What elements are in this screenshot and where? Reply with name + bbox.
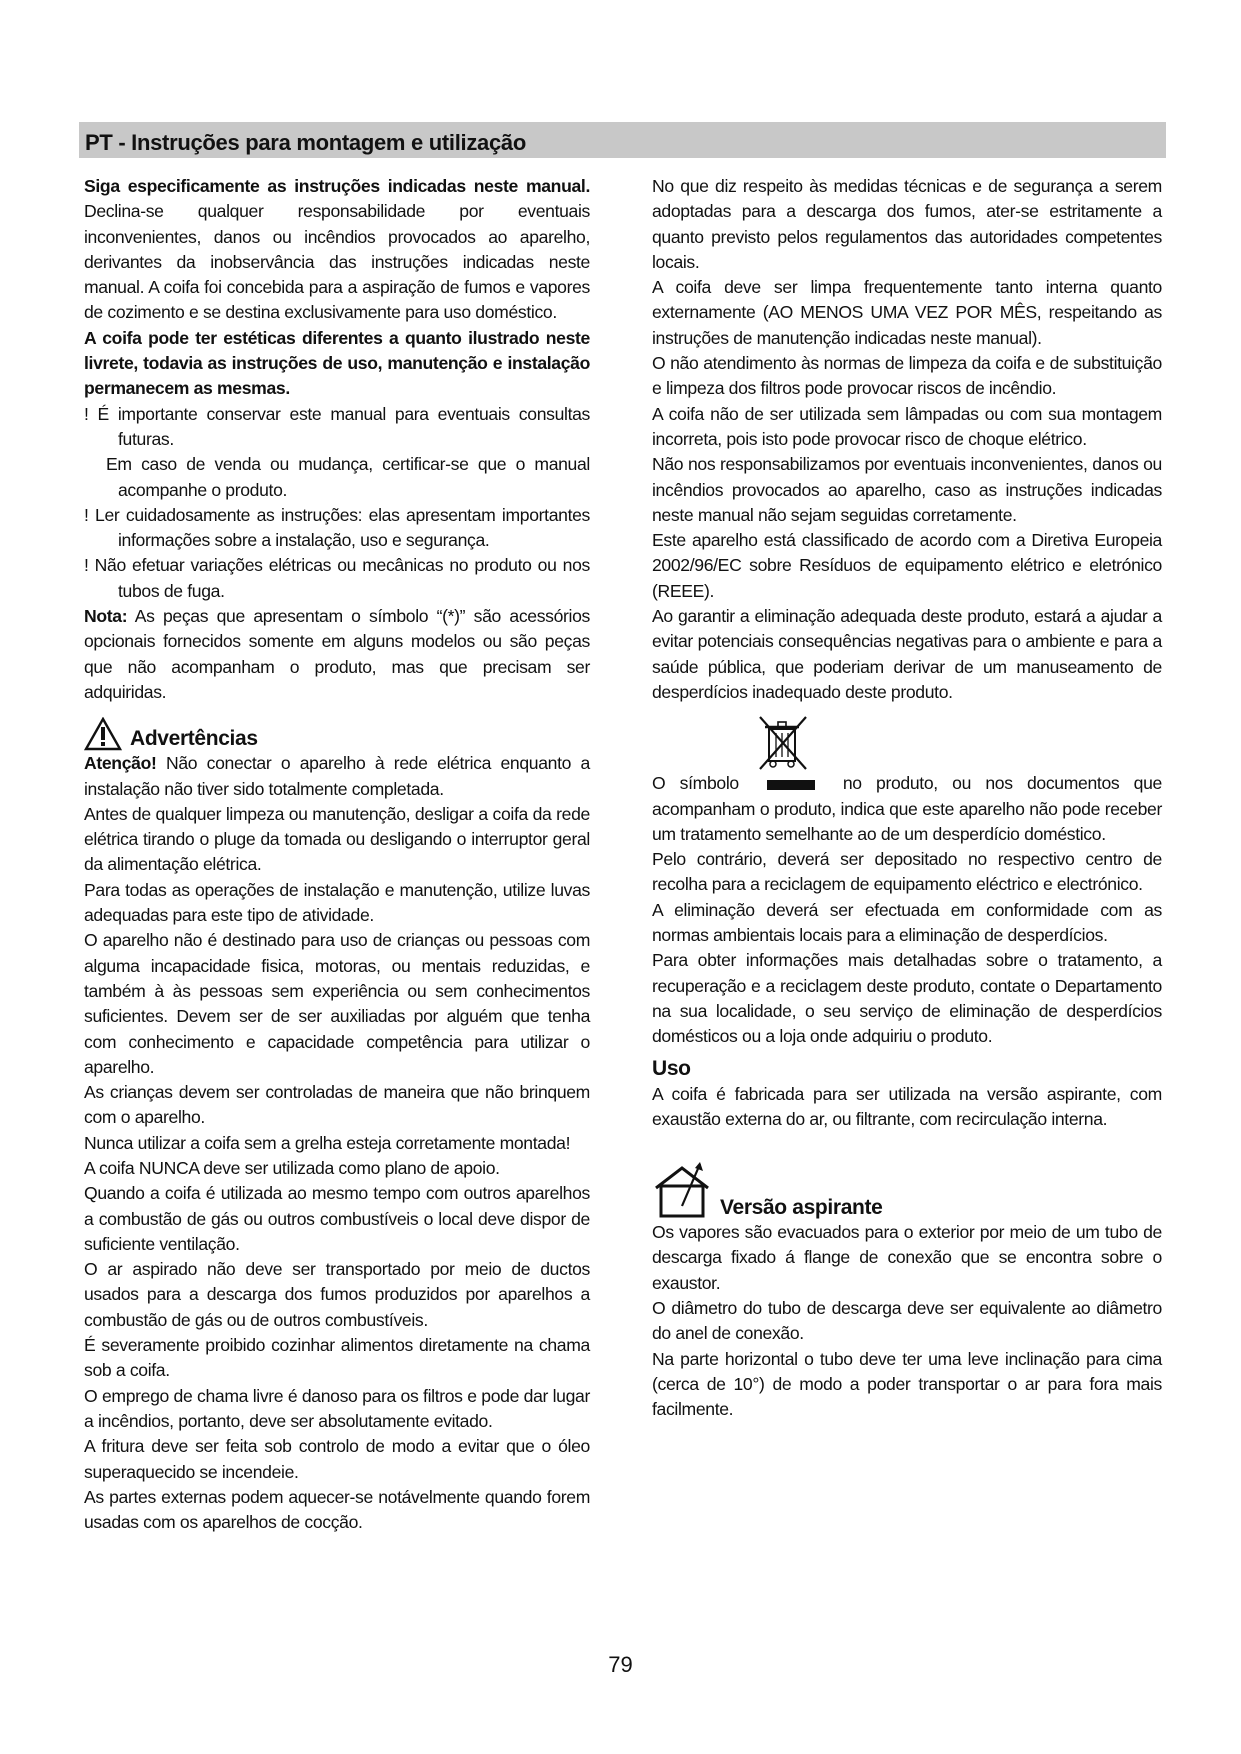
bang-item-1b: Em caso de venda ou mudança, certificar-se que o manual acompanhe o produto. xyxy=(106,454,590,500)
nota-label: Nota: xyxy=(84,606,128,627)
right-paragraph: Não nos responsabilizamos por eventuais inconvenientes, danos ou incêndios provocados ao aparelho, caso as instruções indicadas neste manual não sejam seguidas corretamente. xyxy=(652,454,1162,525)
left-paragraph: O emprego de chama livre é danoso para os filtros e pode dar lugar a incêndios, portanto, deve ser absolutamente evitado. xyxy=(84,1385,590,1431)
right-paragraph: No que diz respeito às medidas técnicas e de segurança a serem adoptadas para a descarga dos fumos, ater-se estritamente a quanto previsto pelos regulamentos das autoridades competentes locais. xyxy=(652,176,1162,272)
left-paragraph: Nunca utilizar a coifa sem a grelha esteja corretamente montada! xyxy=(84,1132,571,1153)
left-paragraph: É severamente proibido cozinhar alimentos diretamente na chama sob a coifa. xyxy=(84,1335,590,1381)
left-paragraph: Para todas as operações de instalação e manutenção, utilize luvas adequadas para este tipo de atividade. xyxy=(84,879,590,926)
symbol-paragraph xyxy=(652,771,1162,847)
left-column xyxy=(84,174,590,1535)
bang-item-1: ! É importante conservar este manual para eventuais consultas futuras. xyxy=(84,403,590,449)
attention-label: Atenção! xyxy=(84,753,157,774)
right-paragraph: Pelo contrário, deverá ser depositado no respectivo centro de recolha para a reciclagem de equipamento eléctrico e electrónico. xyxy=(652,849,1162,895)
attention-paragraph xyxy=(84,751,590,802)
right-paragraph: Este aparelho está classificado de acordo com a Diretiva Europeia 2002/96/EC sobre Resíduos de equipamento elétrico e eletrónico (REEE). xyxy=(652,530,1162,601)
aesthetic-note: A coifa pode ter estéticas diferentes a quanto ilustrado neste livrete, todavia as instruções de uso, manutenção e instalação permanecem as mesmas. xyxy=(84,327,590,399)
right-paragraph: A coifa não de ser utilizada sem lâmpadas ou com sua montagem incorreta, pois isto pode provocar risco de choque elétrico. xyxy=(652,403,1162,449)
left-paragraph: As crianças devem ser controladas de maneira que não brinquem com o aparelho. xyxy=(84,1082,590,1128)
left-paragraph: O aparelho não é destinado para uso de crianças ou pessoas com alguma incapacidade fisica, motoras, ou mentais reduzidas, e também à às pessoas sem experiência ou sem conhecimentos suficientes. Devem ser de ser auxiliadas por alguém que tenha com conhecimento e capacidade competência para utilizar o aparelho. xyxy=(84,930,590,1077)
versao-paragraph: Os vapores são evacuados para o exterior por meio de um tubo de descarga fixado á flange de conexão que se encontra sobre o exaustor. xyxy=(652,1222,1162,1293)
versao-title: Versão aspirante xyxy=(720,1196,883,1220)
symbol-prefix: O símbolo xyxy=(652,773,739,794)
right-paragraph: A coifa deve ser limpa frequentemente tanto interna quanto externamente (AO MENOS UMA VEZ POR MÊS, respeitando as instruções de manutenção indicadas neste manual). xyxy=(652,277,1162,348)
versao-paragraph: Na parte horizontal o tubo deve ter uma leve inclinação para cima (cerca de 10°) de modo a poder transportar o ar para fora mais facilmente. xyxy=(652,1348,1162,1420)
crossed-bin-icon xyxy=(752,711,812,771)
ducted-hood-icon xyxy=(652,1162,712,1220)
right-paragraph: A eliminação deverá ser efectuada em conformidade com as normas ambientais locais para a eliminação de desperdícios. xyxy=(652,899,1162,946)
left-paragraph: A coifa NUNCA deve ser utilizada como plano de apoio. xyxy=(84,1157,500,1178)
right-column xyxy=(652,174,1162,1422)
right-paragraph: Para obter informações mais detalhadas sobre o tratamento, a recuperação e a reciclagem deste produto, contate o Departamento na sua localidade, o seu serviço de eliminação de desperdícios domésticos ou a loja onde adquiriu o produto. xyxy=(652,950,1162,1047)
uso-paragraph: A coifa é fabricada para ser utilizada na versão aspirante, com exaustão externa do ar, ou filtrante, com recirculação interna. xyxy=(652,1083,1162,1129)
left-paragraph: Antes de qualquer limpeza ou manutenção, desligar a coifa da rede elétrica tirando o pluge da tomada ou desligando o interruptor geral da alimentação elétrica. xyxy=(84,803,590,875)
left-paragraph: O ar aspirado não deve ser transportado por meio de ductos usados para a descarga dos fumos produzidos por aparelhos a combustão de gás ou de outros combustíveis. xyxy=(84,1259,590,1330)
page-number: 79 xyxy=(608,1652,633,1677)
uso-heading: Uso xyxy=(652,1056,691,1080)
warnings-title: Advertências xyxy=(130,727,258,751)
symbol-suffix: no produto, ou nos documentos que acompanham o produto, indica que este aparelho não pode receber um tratamento semelhante ao de um desperdício doméstico. xyxy=(652,773,1162,844)
nota-paragraph xyxy=(84,604,590,705)
weee-bar-icon xyxy=(767,780,815,790)
versao-heading xyxy=(652,1162,1162,1220)
warnings-heading xyxy=(84,717,590,751)
intro-bold: Siga especificamente as instruções indicadas neste manual. xyxy=(84,176,590,196)
right-paragraph: Ao garantir a eliminação adequada deste produto, estará a ajudar a evitar potenciais consequências negativas para o ambiente e para a saúde pública, que poderiam derivar de um manuseamento de desperdícios inadequado deste produto. xyxy=(652,606,1162,702)
bang-item-2: ! Ler cuidadosamente as instruções: elas apresentam importantes informações sobre a instalação, uso e segurança. xyxy=(84,504,590,551)
section-header-bar xyxy=(79,122,1166,158)
bang-item-3: ! Não efetuar variações elétricas ou mecânicas no produto ou nos tubos de fuga. xyxy=(84,555,590,601)
right-paragraph: O não atendimento às normas de limpeza da coifa e de substituição e limpeza dos filtros pode provocar riscos de incêndio. xyxy=(652,353,1162,399)
intro-paragraph xyxy=(84,174,590,326)
nota-text: As peças que apresentam o símbolo “(*)” são acessórios opcionais fornecidos somente em alguns modelos ou são peças que não acompanham o produto, mas que precisam ser adquiridas. xyxy=(84,606,590,702)
left-paragraph: A fritura deve ser feita sob controlo de modo a evitar que o óleo superaquecido se incendeie. xyxy=(84,1436,590,1482)
left-paragraph: Quando a coifa é utilizada ao mesmo tempo com outros aparelhos a combustão de gás ou outros combustíveis o local deve dispor de suficiente ventilação. xyxy=(84,1183,590,1254)
attention-text: Não conectar o aparelho à rede elétrica enquanto a instalação não tiver sido totalmente completada. xyxy=(84,753,590,799)
left-paragraph: As partes externas podem aquecer-se notávelmente quando forem usadas com os aparelhos de cocção. xyxy=(84,1486,590,1533)
page-title: PT - Instruções para montagem e utilização xyxy=(85,130,526,155)
intro-text: Declina-se qualquer responsabilidade por eventuais inconvenientes, danos ou incêndios provocados ao aparelho, derivantes da inobservância das instruções indicadas neste manual. A coifa foi concebida para a aspiração de fumos e vapores de cozimento e se destina exclusivamente para uso doméstico. xyxy=(84,201,590,323)
warning-triangle-icon xyxy=(84,717,122,751)
versao-paragraph: O diâmetro do tubo de descarga deve ser equivalente ao diâmetro do anel de conexão. xyxy=(652,1297,1162,1344)
weee-symbol-area xyxy=(652,711,1162,771)
